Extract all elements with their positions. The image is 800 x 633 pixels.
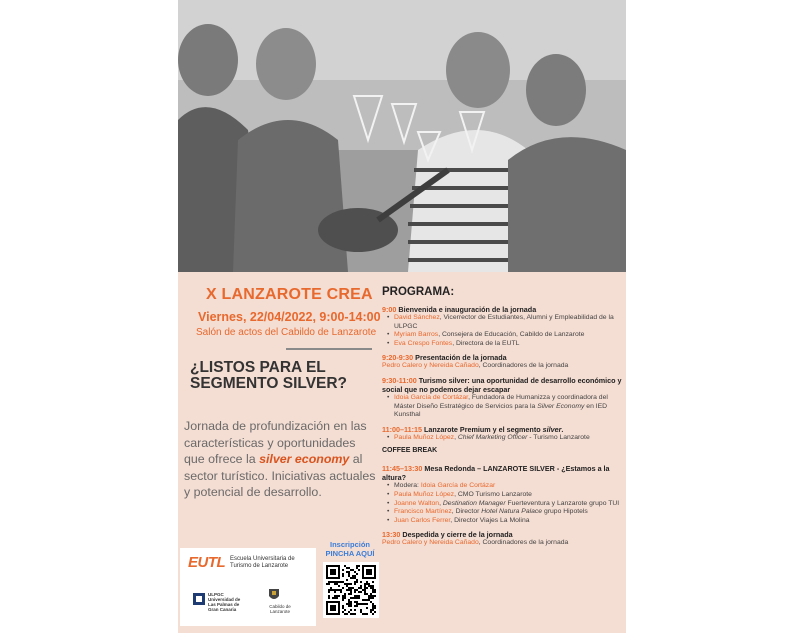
program-item bbox=[382, 376, 622, 420]
speaker-role: , Vicerrector de Estudiantes, Alumni y Empleabilidad de la ULPGC bbox=[394, 314, 614, 330]
speaker-role: , Coordinadores de la jornada bbox=[478, 539, 569, 547]
program-time: 9:20-9:30 bbox=[382, 353, 414, 363]
cabildo-crest-icon bbox=[268, 588, 280, 602]
description-emphasis: silver economy bbox=[259, 452, 350, 466]
description-text-end: al sector turístico. Iniciativas actuales y potencial de desarrollo. bbox=[184, 452, 376, 499]
event-venue: Salón de actos del Cabildo de Lanzarote bbox=[196, 327, 377, 338]
hero-photo bbox=[178, 0, 626, 272]
program-line bbox=[382, 362, 622, 371]
panelist bbox=[382, 491, 622, 500]
description-text: Jornada de profundización en las características y oportunidades que ofrece la bbox=[184, 419, 367, 466]
speaker bbox=[382, 314, 622, 331]
program-time: 11:45–13:30 bbox=[382, 464, 423, 474]
speaker-name: David Sánchez bbox=[394, 314, 440, 321]
moderator-label: Modera: bbox=[394, 482, 421, 490]
program-item bbox=[382, 353, 622, 371]
speaker-role-end: - Turismo Lanzarote bbox=[527, 433, 590, 441]
registration-label: Inscripción bbox=[329, 540, 370, 549]
event-date: Viernes, 22/04/2022, 9:00-14:00 bbox=[198, 310, 381, 324]
divider bbox=[286, 348, 372, 350]
program-heading-text: Despedida y cierre de la jornada bbox=[402, 530, 513, 540]
panelist-role: , Director bbox=[451, 508, 482, 516]
speaker-name: Pedro Calero y Nereida Cañado bbox=[382, 362, 479, 370]
program-heading-text: Mesa Redonda – LANZAROTE SILVER - ¿Estamos a la altura? bbox=[382, 464, 610, 483]
program-time: 9:30-11:00 bbox=[382, 375, 417, 385]
logos-box bbox=[180, 548, 316, 626]
program-item-heading bbox=[382, 530, 622, 539]
cabildo-name: Cabildo de Lanzarote bbox=[269, 604, 291, 614]
speaker-role: , Directora de la EUTL bbox=[452, 339, 520, 347]
program-heading-italic: silver bbox=[542, 424, 562, 434]
panelist bbox=[382, 517, 622, 526]
program-item bbox=[382, 530, 622, 548]
panelist-role-italic: Hotel Natura Palace bbox=[481, 508, 543, 516]
speaker bbox=[382, 331, 622, 340]
speaker-name: Paula Muñoz López bbox=[394, 433, 455, 441]
program-time: 11:00–11:15 bbox=[382, 424, 422, 434]
hero-photo-illustration bbox=[178, 0, 626, 272]
program-time: 13:30 bbox=[382, 530, 401, 540]
speaker-role-italic: Chief Marketing Officer bbox=[457, 433, 528, 441]
speaker-role-end: en IED Kunsthal bbox=[394, 402, 608, 419]
event-info bbox=[178, 272, 381, 633]
panelist bbox=[382, 508, 622, 517]
event-poster bbox=[178, 0, 626, 633]
program-item bbox=[382, 464, 622, 525]
speaker-role: , Fundadora de Humanizza y coordinadora del Máster Diseño Estratégico de Servicios para la bbox=[394, 393, 608, 410]
eutl-name: Escuela Universitaria de Turismo de Lanzarote bbox=[230, 556, 295, 569]
eutl-logo: EUTL bbox=[188, 554, 226, 571]
speaker-role: , Coordinadores de la jornada bbox=[478, 362, 569, 370]
ulpgc-name: ULPGC Universidad de Las Palmas de Gran Canaria bbox=[208, 592, 241, 612]
panelist-role: , bbox=[439, 499, 443, 507]
program bbox=[382, 286, 622, 553]
speaker: • Paula Muñoz López, Chief Marketing Officer - Turismo Lanzarote bbox=[382, 434, 622, 443]
registration-link[interactable] bbox=[322, 540, 378, 558]
program-heading-text: Bienvenida e inauguración de la jornada bbox=[398, 305, 537, 314]
registration-cta: PINCHA AQUÍ bbox=[325, 549, 375, 558]
program-item bbox=[382, 305, 622, 348]
speaker bbox=[382, 394, 622, 420]
program-time: 9:00 bbox=[382, 305, 397, 314]
panelist-name: Joanne Walton bbox=[394, 499, 440, 507]
speaker-role: , Consejera de Educación, Cabildo de Lanzarote bbox=[438, 331, 585, 339]
registration-qr-code[interactable] bbox=[323, 562, 379, 618]
moderator-name: Idoia García de Cortázar bbox=[420, 482, 496, 490]
program-line bbox=[382, 539, 622, 548]
program-heading-text: Lanzarote Premium y el segmento bbox=[423, 424, 543, 434]
panelist-role: , CMO Turismo Lanzarote bbox=[454, 490, 532, 498]
panelist-name: Paula Muñoz López bbox=[394, 490, 455, 498]
program-heading-end: . bbox=[561, 424, 564, 434]
panelist-role-end: Fuerteventura y Lanzarote grupo TUI bbox=[505, 499, 620, 507]
speaker-name: Eva Crespo Fontes bbox=[394, 339, 453, 347]
panelist-name: Juan Carlos Ferrer bbox=[394, 516, 451, 524]
program-heading-text: Turismo silver: una oportunidad de desarrollo económico y social que no podemos dejar escapar bbox=[382, 375, 622, 394]
panelist-role: , Director Viajes La Molina bbox=[450, 516, 530, 524]
event-title: X LANZAROTE CREA bbox=[206, 286, 373, 303]
program-item-heading bbox=[382, 305, 622, 314]
program-item-heading bbox=[382, 464, 622, 482]
panelist-role-italic: Destination Manager bbox=[442, 499, 506, 507]
program-item bbox=[382, 425, 622, 443]
program-item-heading bbox=[382, 425, 622, 434]
coffee-break: COFFEE BREAK bbox=[382, 447, 438, 455]
program-heading-text: Presentación de la jornada bbox=[415, 353, 507, 363]
program-title: PROGRAMA: bbox=[382, 286, 455, 298]
speaker-role-italic: Silver Economy bbox=[537, 402, 585, 410]
program-item-heading bbox=[382, 353, 622, 362]
event-description bbox=[184, 418, 378, 501]
panelist-name: Francisco Martínez bbox=[394, 508, 452, 516]
ulpgc-logo-icon bbox=[192, 592, 206, 606]
speaker-name: Myriam Barros bbox=[394, 331, 439, 339]
speaker bbox=[382, 340, 622, 349]
qr-code-icon bbox=[326, 565, 376, 615]
speaker-name: Idoia García de Cortázar bbox=[394, 393, 469, 401]
moderator bbox=[382, 482, 622, 491]
program-item-heading bbox=[382, 376, 622, 394]
panelist bbox=[382, 500, 622, 509]
headline: ¿LISTOS PARA EL SEGMENTO SILVER? bbox=[190, 359, 348, 392]
panelist-role-end: grupo Hipotels bbox=[542, 508, 588, 516]
speaker-name: Pedro Calero y Nereida Cañado bbox=[382, 539, 479, 547]
